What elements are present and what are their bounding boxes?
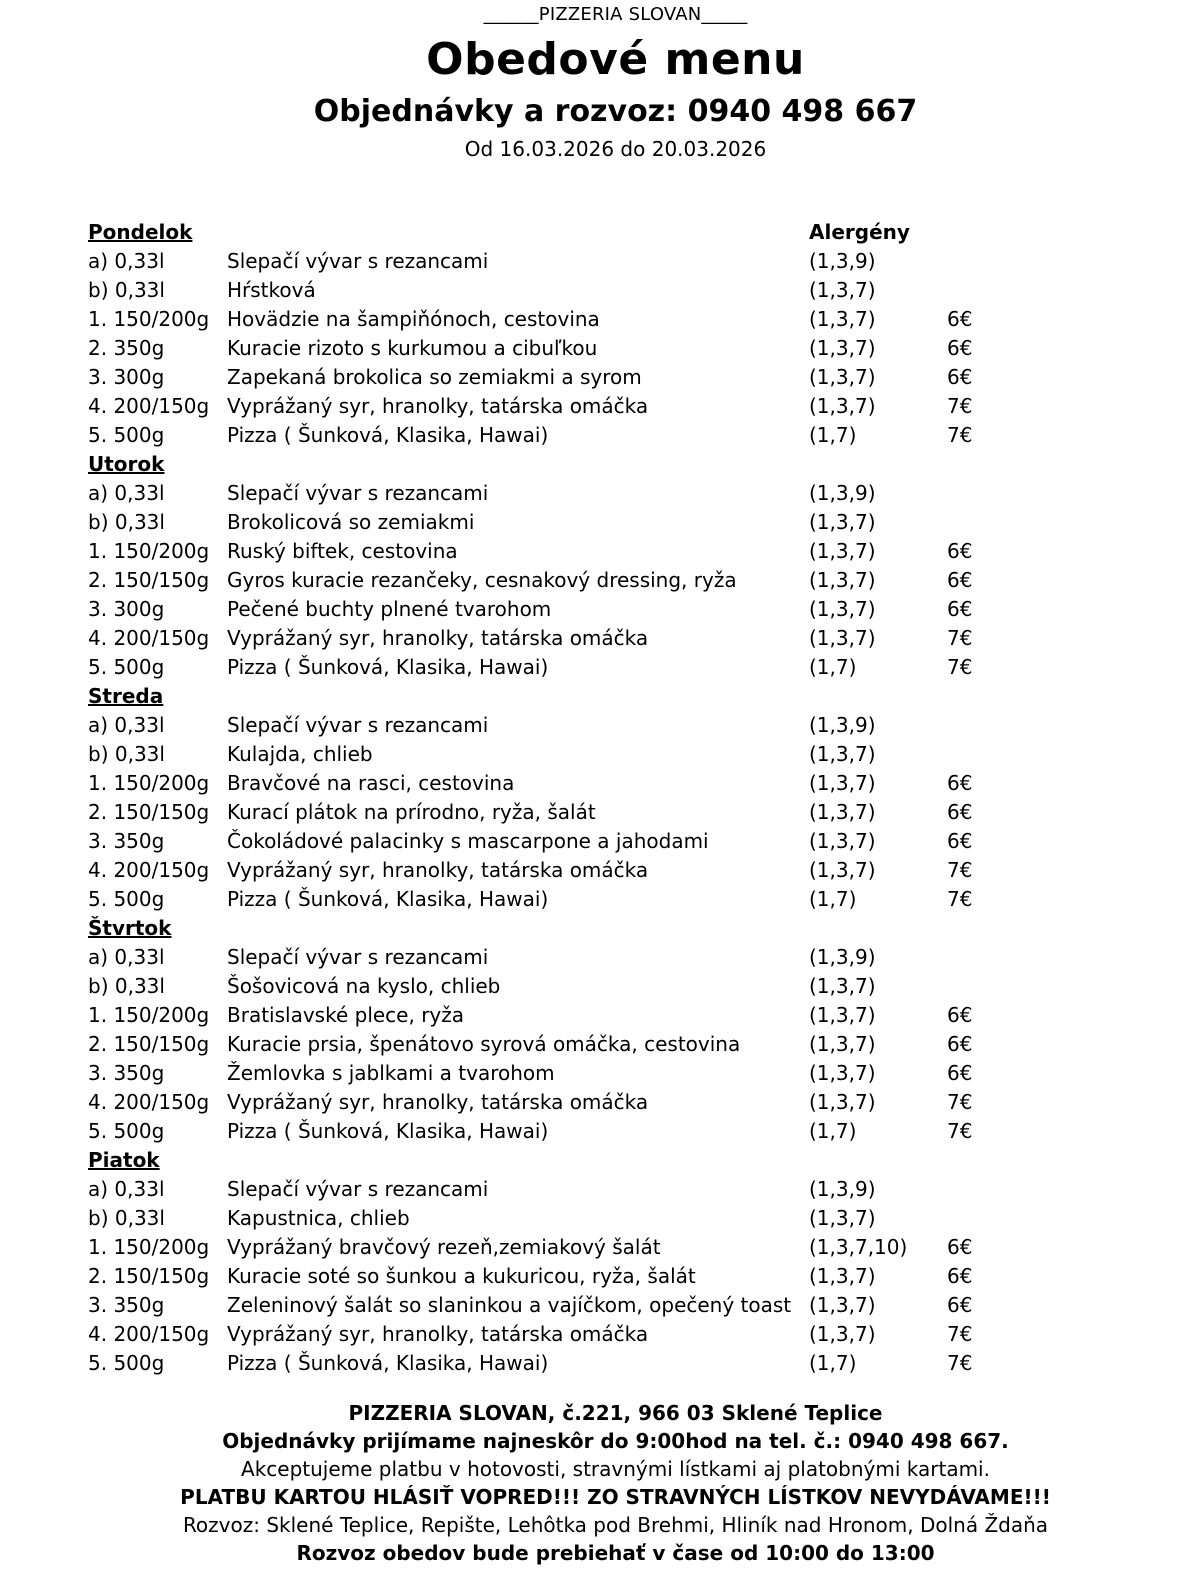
menu-item-row	[88, 1030, 1088, 1059]
item-code: 4. 200/150g	[88, 1090, 210, 1114]
item-allergens: (1,3,7)	[809, 1264, 876, 1288]
item-allergens: (1,3,7)	[809, 307, 876, 331]
item-code: 3. 350g	[88, 1293, 165, 1317]
item-price: 6€	[947, 568, 973, 592]
menu-item-row	[88, 1233, 1088, 1262]
item-code: 2. 150/150g	[88, 800, 210, 824]
item-allergens: (1,3,7)	[809, 974, 876, 998]
item-code: b) 0,33l	[88, 278, 165, 302]
day-header-row	[88, 682, 1088, 711]
item-name: Pizza ( Šunková, Klasika, Hawai)	[227, 1351, 549, 1375]
item-code: 2. 150/150g	[88, 1032, 210, 1056]
menu-item-row	[88, 1001, 1088, 1030]
menu-item-row	[88, 711, 1088, 740]
item-name: Vyprážaný syr, hranolky, tatárska omáčka	[227, 858, 649, 882]
menu-item-row	[88, 479, 1088, 508]
item-code: 5. 500g	[88, 887, 165, 911]
item-price: 6€	[947, 1235, 973, 1259]
item-allergens: (1,3,9)	[809, 481, 876, 505]
menu-item-row	[88, 856, 1088, 885]
item-name: Bratislavské plece, ryža	[227, 1003, 465, 1027]
day-title: Štvrtok	[88, 916, 172, 940]
item-allergens: (1,3,7)	[809, 597, 876, 621]
item-code: 4. 200/150g	[88, 858, 210, 882]
item-allergens: (1,3,7)	[809, 1293, 876, 1317]
item-name: Brokolicová so zemiakmi	[227, 510, 475, 534]
item-code: 5. 500g	[88, 1119, 165, 1143]
item-allergens: (1,3,7)	[809, 1061, 876, 1085]
item-allergens: (1,3,7)	[809, 278, 876, 302]
item-price: 6€	[947, 336, 973, 360]
item-allergens: (1,3,7)	[809, 800, 876, 824]
footer-order-deadline: Objednávky prijímame najneskôr do 9:00hod na tel. č.: 0940 498 667.	[222, 1429, 1009, 1453]
item-name: Zapekaná brokolica so zemiakmi a syrom	[227, 365, 642, 389]
item-code: a) 0,33l	[88, 1177, 165, 1201]
menu-item-row	[88, 421, 1088, 450]
item-code: 2. 150/150g	[88, 568, 210, 592]
item-name: Kuracie prsia, špenátovo syrová omáčka, cestovina	[227, 1032, 741, 1056]
item-price: 7€	[947, 1090, 973, 1114]
item-price: 7€	[947, 626, 973, 650]
day-header-row	[88, 914, 1088, 943]
menu-item-row	[88, 1175, 1088, 1204]
footer-card-notice: PLATBU KARTOU HLÁSIŤ VOPRED!!! ZO STRAVNÝCH LÍSTKOV NEVYDÁVAME!!!	[180, 1485, 1051, 1509]
item-code: b) 0,33l	[88, 974, 165, 998]
item-code: b) 0,33l	[88, 1206, 165, 1230]
item-price: 7€	[947, 887, 973, 911]
item-price: 7€	[947, 423, 973, 447]
item-name: Vyprážaný syr, hranolky, tatárska omáčka	[227, 394, 649, 418]
item-name: Gyros kuracie rezančeky, cesnakový dressing, ryža	[227, 568, 737, 592]
item-allergens: (1,3,7)	[809, 1322, 876, 1346]
item-code: 3. 300g	[88, 597, 165, 621]
item-code: 4. 200/150g	[88, 1322, 210, 1346]
item-allergens: (1,3,7)	[809, 336, 876, 360]
item-code: 2. 150/150g	[88, 1264, 210, 1288]
item-price: 7€	[947, 1322, 973, 1346]
item-name: Slepačí vývar s rezancami	[227, 945, 489, 969]
restaurant-name-line: ______PIZZERIA SLOVAN_____	[483, 4, 748, 25]
item-name: Hŕstková	[227, 278, 316, 302]
item-name: Šošovicová na kyslo, chlieb	[227, 974, 501, 998]
item-allergens: (1,3,7)	[809, 568, 876, 592]
item-code: a) 0,33l	[88, 481, 165, 505]
item-allergens: (1,7)	[809, 655, 857, 679]
menu-item-row	[88, 1320, 1088, 1349]
item-name: Bravčové na rasci, cestovina	[227, 771, 515, 795]
item-price: 7€	[947, 394, 973, 418]
item-allergens: (1,3,9)	[809, 249, 876, 273]
item-allergens: (1,3,7)	[809, 394, 876, 418]
item-code: 5. 500g	[88, 655, 165, 679]
item-code: b) 0,33l	[88, 742, 165, 766]
footer-delivery-area: Rozvoz: Sklené Teplice, Repište, Lehôtka pod Brehmi, Hliník nad Hronom, Dolná Ždaňa	[182, 1513, 1049, 1537]
item-name: Pizza ( Šunková, Klasika, Hawai)	[227, 655, 549, 679]
menu-item-row	[88, 798, 1088, 827]
day-header-row	[88, 1146, 1088, 1175]
item-name: Kuracie soté so šunkou a kukuricou, ryža, šalát	[227, 1264, 696, 1288]
item-allergens: (1,7)	[809, 1119, 857, 1143]
item-price: 6€	[947, 771, 973, 795]
footer-payment: Akceptujeme platbu v hotovosti, stravnými lístkami aj platobnými kartami.	[241, 1457, 990, 1481]
menu-item-row	[88, 566, 1088, 595]
day-header-row	[88, 218, 1088, 247]
item-price: 6€	[947, 1264, 973, 1288]
item-price: 7€	[947, 1351, 973, 1375]
item-price: 6€	[947, 307, 973, 331]
contact-phone: Objednávky a rozvoz: 0940 498 667	[313, 94, 918, 129]
item-code: 5. 500g	[88, 1351, 165, 1375]
item-allergens: (1,3,9)	[809, 945, 876, 969]
item-price: 7€	[947, 655, 973, 679]
menu-item-row	[88, 334, 1088, 363]
item-price: 6€	[947, 539, 973, 563]
item-name: Slepačí vývar s rezancami	[227, 481, 489, 505]
item-name: Slepačí vývar s rezancami	[227, 1177, 489, 1201]
menu-item-row	[88, 769, 1088, 798]
item-allergens: (1,3,7)	[809, 626, 876, 650]
item-price: 7€	[947, 1119, 973, 1143]
item-price: 7€	[947, 858, 973, 882]
item-code: 1. 150/200g	[88, 1235, 210, 1259]
menu-item-row	[88, 943, 1088, 972]
item-name: Zeleninový šalát so slaninkou a vajíčkom, opečený toast	[227, 1293, 792, 1317]
allergen-column-header: Alergény	[809, 220, 910, 244]
item-allergens: (1,3,7)	[809, 1206, 876, 1230]
item-code: a) 0,33l	[88, 249, 165, 273]
day-title: Pondelok	[88, 220, 193, 244]
item-name: Vyprážaný bravčový rezeň,zemiakový šalát	[227, 1235, 661, 1259]
item-allergens: (1,3,7)	[809, 742, 876, 766]
menu-item-row	[88, 537, 1088, 566]
item-price: 6€	[947, 597, 973, 621]
item-allergens: (1,3,7,10)	[809, 1235, 908, 1259]
menu-table	[88, 218, 1088, 1378]
menu-item-row	[88, 1262, 1088, 1291]
item-code: 1. 150/200g	[88, 307, 210, 331]
item-name: Kurací plátok na prírodno, ryža, šalát	[227, 800, 596, 824]
item-allergens: (1,3,9)	[809, 713, 876, 737]
item-price: 6€	[947, 1293, 973, 1317]
menu-item-row	[88, 1059, 1088, 1088]
item-code: 1. 150/200g	[88, 1003, 210, 1027]
item-allergens: (1,3,7)	[809, 365, 876, 389]
item-code: 2. 350g	[88, 336, 165, 360]
item-name: Ruský biftek, cestovina	[227, 539, 458, 563]
menu-item-row	[88, 363, 1088, 392]
menu-item-row	[88, 595, 1088, 624]
item-allergens: (1,7)	[809, 1351, 857, 1375]
item-code: 3. 350g	[88, 829, 165, 853]
item-name: Kuracie rizoto s kurkumou a cibuľkou	[227, 336, 598, 360]
item-name: Kapustnica, chlieb	[227, 1206, 410, 1230]
item-price: 6€	[947, 1003, 973, 1027]
item-price: 6€	[947, 829, 973, 853]
menu-item-row	[88, 276, 1088, 305]
item-code: 3. 300g	[88, 365, 165, 389]
item-code: 4. 200/150g	[88, 394, 210, 418]
item-name: Pizza ( Šunková, Klasika, Hawai)	[227, 423, 549, 447]
day-title: Streda	[88, 684, 164, 708]
item-price: 6€	[947, 1061, 973, 1085]
day-title: Piatok	[88, 1148, 160, 1172]
item-name: Pečené buchty plnené tvarohom	[227, 597, 552, 621]
item-code: 3. 350g	[88, 1061, 165, 1085]
footer	[0, 1399, 1181, 1567]
item-code: 1. 150/200g	[88, 771, 210, 795]
menu-item-row	[88, 392, 1088, 421]
item-allergens: (1,3,7)	[809, 829, 876, 853]
item-code: 5. 500g	[88, 423, 165, 447]
page-title: Obedové menu	[426, 34, 805, 85]
menu-item-row	[88, 508, 1088, 537]
item-allergens: (1,3,7)	[809, 858, 876, 882]
day-title: Utorok	[88, 452, 165, 476]
item-price: 6€	[947, 365, 973, 389]
item-name: Vyprážaný syr, hranolky, tatárska omáčka	[227, 1322, 649, 1346]
item-name: Kulajda, chlieb	[227, 742, 373, 766]
item-price: 6€	[947, 800, 973, 824]
item-name: Pizza ( Šunková, Klasika, Hawai)	[227, 1119, 549, 1143]
item-code: 4. 200/150g	[88, 626, 210, 650]
menu-item-row	[88, 972, 1088, 1001]
menu-item-row	[88, 1349, 1088, 1378]
footer-address: PIZZERIA SLOVAN, č.221, 966 03 Sklené Teplice	[348, 1401, 883, 1425]
day-header-row	[88, 450, 1088, 479]
item-name: Slepačí vývar s rezancami	[227, 713, 489, 737]
item-code: b) 0,33l	[88, 510, 165, 534]
item-code: a) 0,33l	[88, 945, 165, 969]
menu-item-row	[88, 885, 1088, 914]
item-allergens: (1,3,7)	[809, 1090, 876, 1114]
menu-period: Od 16.03.2026 do 20.03.2026	[464, 137, 767, 161]
menu-item-row	[88, 305, 1088, 334]
item-name: Žemlovka s jablkami a tvarohom	[227, 1061, 555, 1085]
item-allergens: (1,3,7)	[809, 1003, 876, 1027]
footer-delivery-time: Rozvoz obedov bude prebiehať v čase od 10:00 do 13:00	[296, 1541, 935, 1565]
menu-item-row	[88, 1117, 1088, 1146]
item-name: Slepačí vývar s rezancami	[227, 249, 489, 273]
item-allergens: (1,3,7)	[809, 771, 876, 795]
menu-item-row	[88, 653, 1088, 682]
menu-item-row	[88, 827, 1088, 856]
menu-item-row	[88, 624, 1088, 653]
menu-item-row	[88, 1088, 1088, 1117]
item-name: Vyprážaný syr, hranolky, tatárska omáčka	[227, 626, 649, 650]
item-code: 1. 150/200g	[88, 539, 210, 563]
menu-item-row	[88, 740, 1088, 769]
menu-item-row	[88, 1291, 1088, 1320]
item-code: a) 0,33l	[88, 713, 165, 737]
item-allergens: (1,3,7)	[809, 539, 876, 563]
item-allergens: (1,7)	[809, 423, 857, 447]
item-allergens: (1,3,9)	[809, 1177, 876, 1201]
item-name: Hovädzie na šampiňónoch, cestovina	[227, 307, 600, 331]
menu-item-row	[88, 247, 1088, 276]
item-allergens: (1,3,7)	[809, 1032, 876, 1056]
item-name: Vyprážaný syr, hranolky, tatárska omáčka	[227, 1090, 649, 1114]
item-allergens: (1,7)	[809, 887, 857, 911]
item-price: 6€	[947, 1032, 973, 1056]
item-allergens: (1,3,7)	[809, 510, 876, 534]
item-name: Čokoládové palacinky s mascarpone a jahodami	[227, 829, 709, 853]
item-name: Pizza ( Šunková, Klasika, Hawai)	[227, 887, 549, 911]
menu-item-row	[88, 1204, 1088, 1233]
